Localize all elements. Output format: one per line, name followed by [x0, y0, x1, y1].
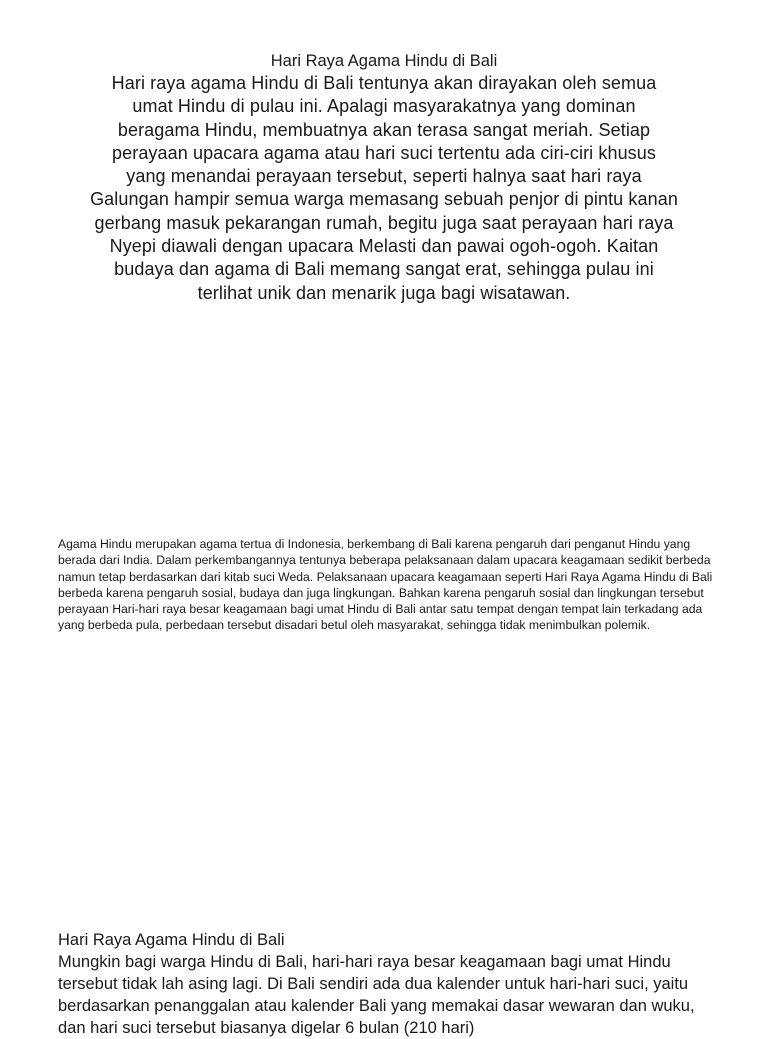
section-history-paragraph: Agama Hindu merupakan agama tertua di Indonesia, berkembang di Bali karena pengaruh dari penganut Hindu yang berada dari India. Dalam perkembangannya tentunya beberapa pelaksanaan dalam upacara keagamaan sedikit berbeda namun tetap berdasarkan dari kitab suci Weda. Pelaksanaan upacara keagamaan seperti Hari Raya Agama Hindu di Bali berbeda karena pengaruh sosial, budaya dan juga lingkungan. Bahkan karena pengaruh sosial dan lingkungan tersebut perayaan Hari-hari raya besar keagamaan bagi umat Hindu di Bali antar satu tempat dengan tempat lain terkadang ada yang berbeda pula, perbedaan tersebut disadari betul oleh masyarakat, sehingga tidak menimbulkan polemik. — [58, 537, 713, 633]
section-calendar-paragraph: Mungkin bagi warga Hindu di Bali, hari-hari raya besar keagamaan bagi umat Hindu tersebut tidak lah asing lagi. Di Bali sendiri ada dua kalender untuk hari-hari suci, yaitu berdasarkan penanggalan atau kalender Bali yang memakai dasar wewaran dan wuku, dan hari suci tersebut biasanya digelar 6 bulan (210 hari) — [58, 953, 695, 1037]
section-intro — [90, 50, 678, 305]
section-intro-paragraph: Hari raya agama Hindu di Bali tentunya akan dirayakan oleh semua umat Hindu di pulau ini. Apalagi masyarakatnya yang dominan beragama Hindu, membuatnya akan terasa sangat meriah. Setiap perayaan upacara agama atau hari suci tertentu ada ciri-ciri khusus yang menandai perayaan tersebut, seperti halnya saat hari raya Galungan hampir semua warga memasang sebuah penjor di pintu kanan gerbang masuk pekarangan rumah, begitu juga saat perayaan hari raya Nyepi diawali dengan upacara Melasti dan pawai ogoh-ogoh. Kaitan budaya dan agama di Bali memang sangat erat, sehingga pulau ini terlihat unik dan menarik juga bagi wisatawan. — [90, 73, 678, 303]
section-intro-title: Hari Raya Agama Hindu di Bali — [270, 52, 498, 70]
section-calendar — [58, 929, 718, 1039]
section-calendar-title: Hari Raya Agama Hindu di Bali — [58, 931, 285, 949]
